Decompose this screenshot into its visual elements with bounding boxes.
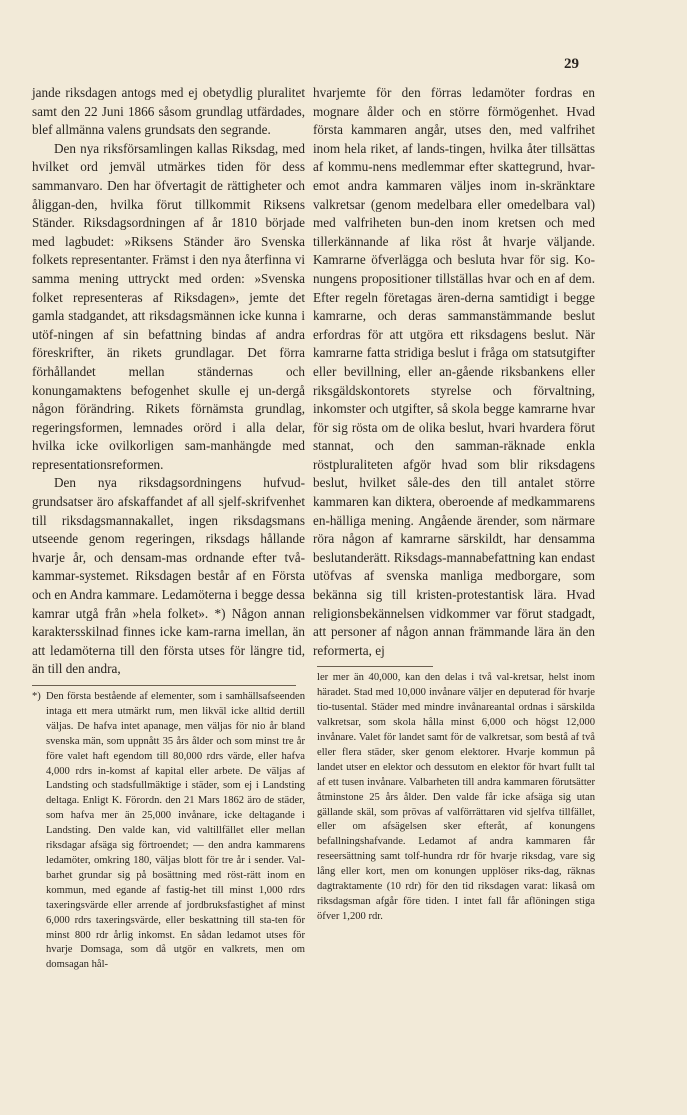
footnote [32,690,305,973]
paragraph: Den nya riksförsamlingen kallas Riksdag, med hvilket ord jemväl utmärkes tiden för dess sammanvaro. Den har öfvertagit de rättigheter och åliggan-den, hvilka förut tillkommit Riksens Ständer. Riksdagsordningen af år 1810 började med lagbudet: »Riksens Ständer äro Svenska folkets representanter. Främst i den nya återfinna vi samma mening uttryckt med orden: »Svenska folket representeras af Riksdagen», jemte det gamla stadgandet, att riksdagsmännen icke kunna i utöf-ningen af sin befattning bindas af andra föreskrifter, än rikets grundlagar. Det förra förhållandet mellan ständernas och konungamaktens befogenhet skulle ej un-dergå någon förändring. Rikets förnämsta grundlag, regeringsformen, lemnades orörd i alla delar, hvilka icke ovilkorligen sam-manhängde med representationsreformen. [32,140,305,472]
paragraph: hvarjemte för den förras ledamöter fordras en mognare ålder och en större förmögenhet. Hvad första kammaren angår, utses den, med valfrihet inom hela riket, af lands-tingen, hvilka åter tillsättas af kommu-nens medlemmar efter skattegrund, hvar-emot andra kammaren väljes inom in-skränktare valkretsar (genom medelbara eller omedelbara val) med valfriheten bun-den inom kretsen och med tillerkännande af lika röst åt hvarje väljande. Kamrarne öfverlägga och besluta hvar för sig. Ko-nungens propositioner tillställas hvar och en af dem. Efter regeln företagas ären-derna samtidigt i begge kamrarne, och deras sammanstämmande beslut erfordras för att utgöra ett riksdagens beslut. När kamrarne fatta stridiga beslut i fråga om statsutgifter eller bevillning, eller an-gående riksbankens eller riksgäldskontorets styrelse och förvaltning, inkomster och utgifter, så skola begge kamrarne hvar för sig rösta om de olika beslut, hvari hvardera förut stannat, och den samman-räknade enkla röstpluraliteten afgör hvad som blir riksdagens beslut, hvilket sålе-des den till antalet större kammaren kan diktera, oberoende af medkammarens en-hälliga mening. Angående ärender, som närmare röra någon af kamrarne särskildt, har densamma beslutanderätt. Riksdags-mannabefattning kan endast utöfvas af svenska manliga medborgare, som bekänna sig till kristen-protestantisk lära. Hvad religionsbekännelsen vidkommer var förut stadgadt, att personer af någon annan främmande lära än den reformerta, ej [313,85,595,658]
footnote-text: Den första bestående af elementer, som i samhällsafseenden intaga ett mera utmärkt rum, men likväl icke alltid dertill väljas. De hafva intet apanage, men väljas för nio år bland svenska män, som uppnått 35 års ålder och som minst tre år före valet haft egendom till 80,000 rdrs värde, eller hafva 4,000 rdrs in-komst af kapital eller arbete. De väljas af Landsting och stadsfullmäktige i städer, som ej i Landsting deltaga. Enligt K. Förordn. den 21 Mars 1862 äro de städer, som hafva mer än 25,000 invånare, icke deltagande i Landsting. Den valde kan, vid valtillfället eller mellan riksdagar afsäga sig förtroendet; — den andra kammarens ledamöter, omkring 180, väljas blott för tre år i sender. Val-barhet grundar sig på bosättning med röst-rätt inom en kommun, med egande af fastig-het till minst 1,000 rdrs taxeringsvärde eller arrende af jordbruksfastighet af minst 6,000 rdrs taxeringsvärde, eller beskattning till sta-ten för minst 800 rdr årlig inkomst. En sådan ledamot utses för hvarje Domsaga, som då utgör en valkrets, men om domsagan hål- [46,691,305,971]
footnote-mark: *) [32,691,41,702]
right-column [313,84,595,925]
footnote-divider [317,666,433,667]
paragraph: jande riksdagen antogs med ej obetydlig pluralitet samt den 22 Juni 1866 såsom grundlag utfärdades, blef allmänna valens grundsats den segrande. [32,85,305,138]
paragraph: Den nya riksdagsordningens hufvud-grundsatser äro afskaffandet af all sjelf-skrifvenhet till riksdagsmannakallet, ingen riksdagsmans utseende genom regeringen, riksdags hållande hvarje år, och densam-mas ordnande efter två-kammar-systemet. Riksdagen består af en Första och en Andra kammare. Ledamöterna i begge dessa kamrar utgå från »hela folket». *) Någon annan karaktersskilnad finnes icke kam-rarna imellan, än att ledamöterna till den första utses för längre tid, än till den andra, [32,475,305,677]
page-number: 29 [564,56,579,72]
left-column [32,84,305,973]
footnote-continuation [313,671,595,924]
footnote-divider [32,685,296,686]
footnote-text: ler mer än 40,000, kan den delas i två val-kretsar, helst inom häradet. Stad med 10,000 invånare väljer en deputerad för hvarje tio-tusental. Städer med mindre invånarеantal ordnas i särskilda valkretsar, som skola hålla minst 6,000 och högst 12,000 invånare. Valet för landet samt för de valkretsar, som bestå af två eller flera städer, sker genom elektorer. Hvarje kommun på landet utser en elektor och dessutom en elektor för hvart fullt tal af ett tusen invånare. Valbarheten till andra kammaren förutsätter åtminstone 25 års ålder. Den valde får icke afsäga sig utan gällande skäl, som prövas af valförrättaren vid sjelfva tillfället, eller om afsägelsen sker efteråt, af konungens befallningshafvande. Ledamot af andra kammaren får reseersättning samt tolf-hundra rdr för hvarje riksdag, vare sig lång eller kort, men om konungen upplöser riks-dag, räknas dagtraktamente (10 rdr) för den tid riksdagen varat: likaså om riksdagsman afgår före tiden. I intet fall får aflöningen stiga öfver 1,200 rdr. [317,672,595,922]
